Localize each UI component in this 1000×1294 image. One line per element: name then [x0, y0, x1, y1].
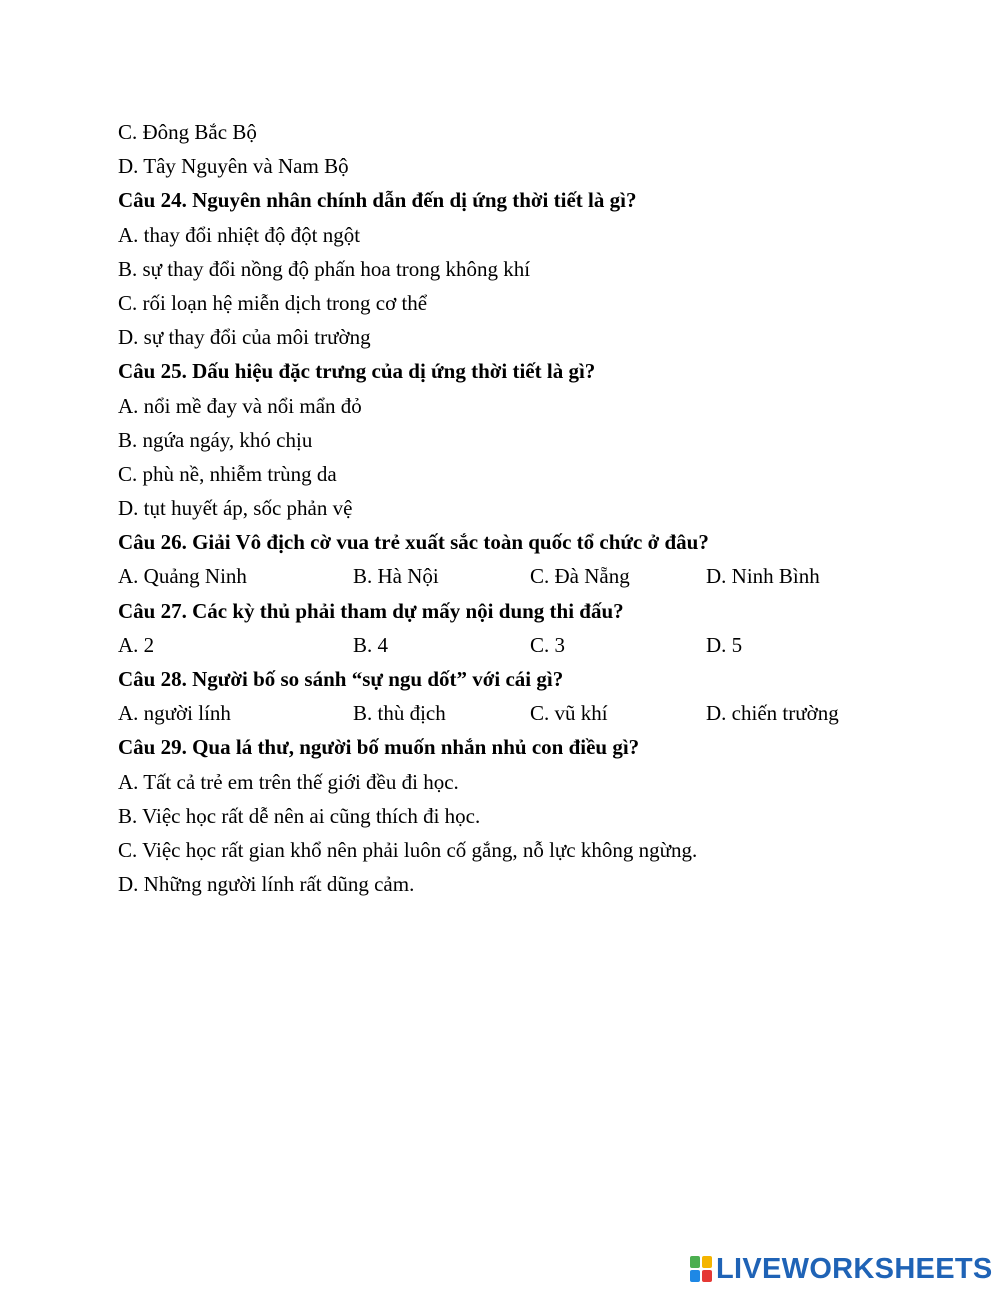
- question-24: Câu 24. Nguyên nhân chính dẫn đến dị ứng thời tiết là gì?: [118, 188, 637, 213]
- option-c-q29: C. Việc học rất gian khổ nên phải luôn cố gắng, nỗ lực không ngừng.: [118, 837, 698, 862]
- question-28: Câu 28. Người bố so sánh “sự ngu dốt” với cái gì?: [118, 667, 564, 691]
- option-c-q28: C. vũ khí: [530, 701, 608, 726]
- option-d-q25: D. tụt huyết áp, sốc phản vệ: [118, 496, 353, 521]
- option-a-q29: A. Tất cả trẻ em trên thế giới đều đi học.: [118, 769, 459, 794]
- options-row-q28: [118, 696, 938, 730]
- option-a-q25: A. nổi mề đay và nổi mẩn đỏ: [118, 393, 362, 418]
- liveworksheets-logo: [690, 1254, 993, 1284]
- option-c-q24: C. rối loạn hệ miễn dịch trong cơ thể: [118, 290, 428, 315]
- worksheet-content: [118, 115, 938, 901]
- option-b-q27: B. 4: [353, 632, 389, 657]
- option-b-q29: B. Việc học rất dễ nên ai cũng thích đi học.: [118, 803, 481, 828]
- option-d-q28: D. chiến trường: [706, 701, 839, 726]
- question-26: Câu 26. Giải Vô địch cờ vua trẻ xuất sắc toàn quốc tổ chức ở đâu?: [118, 530, 709, 555]
- option-a-q28: A. người lính: [118, 701, 231, 726]
- question-25: Câu 25. Dấu hiệu đặc trưng của dị ứng thời tiết là gì?: [118, 359, 596, 384]
- option-c-q27: C. 3: [530, 632, 566, 657]
- question-27: Câu 27. Các kỳ thủ phải tham dự mấy nội dung thi đấu?: [118, 598, 624, 623]
- brand-name: LIVEWORKSHEETS: [716, 1253, 993, 1285]
- option-d-q27: D. 5: [706, 632, 743, 657]
- option-b-q26: B. Hà Nội: [353, 564, 439, 589]
- option-c-q23: C. Đông Bắc Bộ: [118, 120, 257, 144]
- options-row-q26: [118, 559, 938, 593]
- option-d-q29: D. Những người lính rất dũng cảm.: [118, 872, 415, 897]
- option-a-q26: A. Quảng Ninh: [118, 564, 247, 589]
- option-b-q24: B. sự thay đổi nồng độ phấn hoa trong không khí: [118, 256, 531, 281]
- liveworksheets-blocks-icon: [690, 1256, 712, 1282]
- option-d-q26: D. Ninh Bình: [706, 564, 820, 589]
- option-c-q25: C. phù nề, nhiễm trùng da: [118, 461, 337, 486]
- option-b-q25: B. ngứa ngáy, khó chịu: [118, 427, 313, 452]
- option-a-q27: A. 2: [118, 632, 155, 657]
- options-row-q27: [118, 628, 938, 662]
- option-d-q23: D. Tây Nguyên và Nam Bộ: [118, 154, 349, 179]
- option-c-q26: C. Đà Nẵng: [530, 564, 630, 589]
- option-b-q28: B. thù địch: [353, 701, 446, 726]
- option-d-q24: D. sự thay đổi của môi trường: [118, 325, 371, 350]
- question-29: Câu 29. Qua lá thư, người bố muốn nhắn nhủ con điều gì?: [118, 735, 640, 760]
- option-a-q24: A. thay đổi nhiệt độ đột ngột: [118, 222, 361, 247]
